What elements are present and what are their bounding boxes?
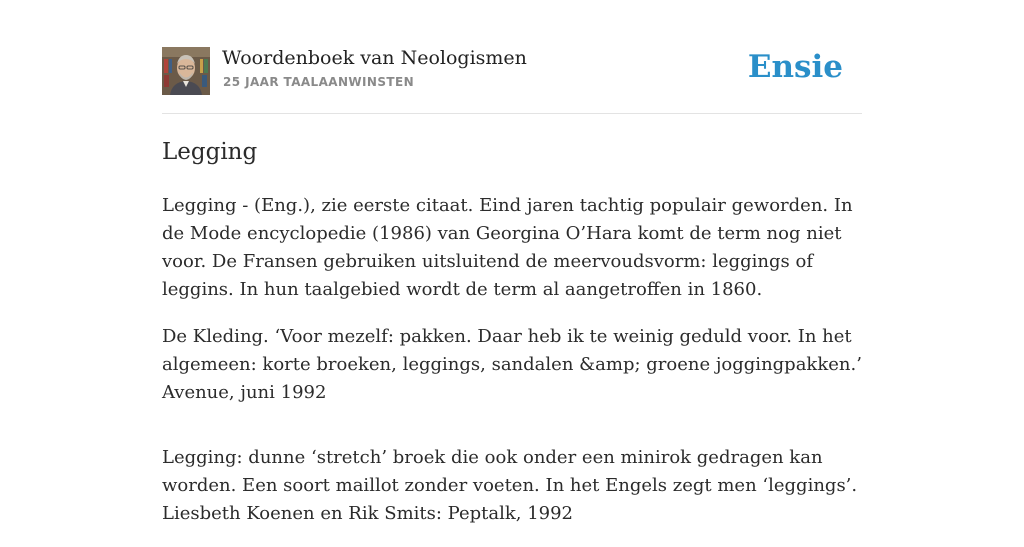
entry-paragraph: Legging - (Eng.), zie eerste citaat. Eind jaren tachtig populair geworden. In de Mode encyclopedie (1986) van Georgina O’Hara komt de term nog niet voor. De Fransen gebruiken uitsluitend de meervoudsvorm: leggings of leggins. In hun taalgebied wordt de term al aangetroffen in 1860. (162, 195, 853, 300)
avatar-image (162, 47, 210, 95)
entry-paragraph: De Kleding. ‘Voor mezelf: pakken. Daar heb ik te weinig geduld voor. In het algemeen: korte broeken, leggings, sandalen &amp; groene joggingpakken.’ Avenue, juni 1992 (162, 326, 862, 403)
site-subtitle: 25 JAAR TAALAANWINSTEN (223, 75, 415, 89)
avatar[interactable] (162, 47, 210, 95)
entry-title: Legging (162, 139, 258, 165)
entry-paragraph: Legging: dunne ‘stretch’ broek die ook onder een minirok gedragen kan worden. Een soort maillot zonder voeten. In het Engels zegt men ‘leggings’. Liesbeth Koenen en Rik Smits: Peptalk, 1992 (162, 447, 858, 524)
site-title[interactable]: Woordenboek van Neologismen (222, 47, 527, 69)
brand-logo[interactable]: Ensie (747, 49, 843, 85)
site-header (162, 47, 862, 114)
article (162, 134, 862, 547)
